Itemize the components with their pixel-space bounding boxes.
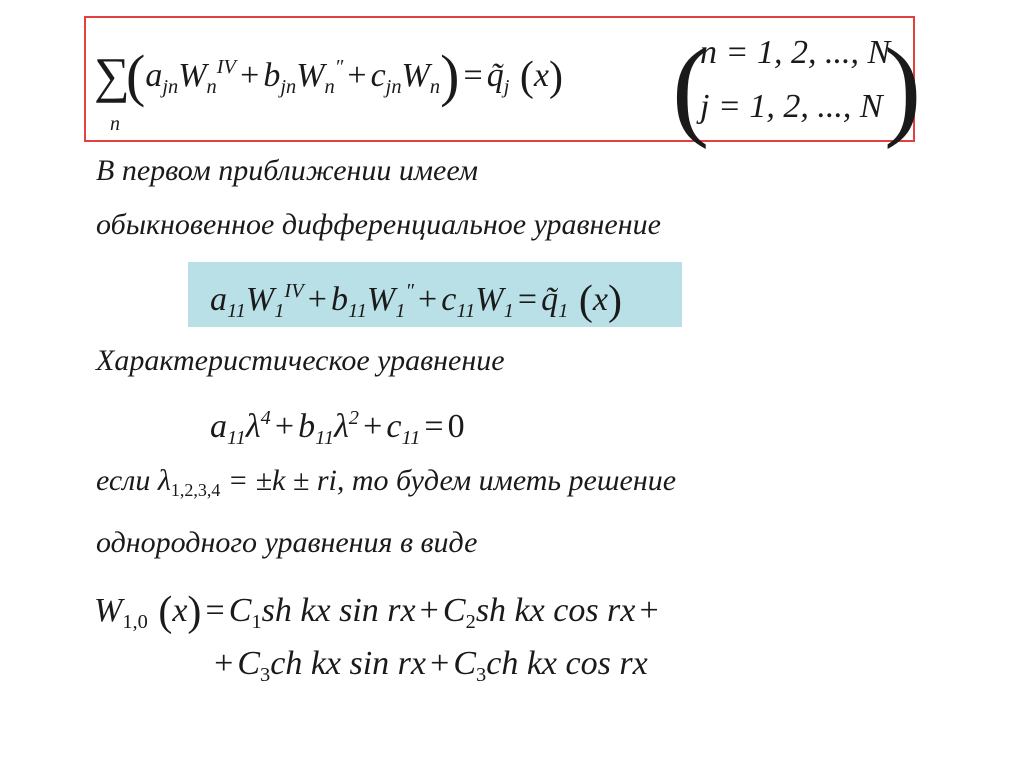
condition-j: j = 1, 2, ..., N	[700, 88, 883, 125]
text-line-1: В первом приближении имеем	[96, 154, 479, 187]
text-line-2: обыкновенное дифференциальное уравнение	[96, 208, 661, 241]
conditions-right-paren: )	[884, 26, 922, 150]
characteristic-equation: $a_{11}\lambda^4 + b_{11}\lambda^2 + c_{11} = 0$	[210, 407, 465, 449]
solution-line-2: + $C_3ch$ kx sin rx + $C_3ch$ kx cos rx	[214, 645, 648, 686]
ode-equation: $a_{11}W_1^{IV} + b_{11}W_1'' + c_{11}W_1$ = $q̃_1$ (x)	[210, 278, 622, 324]
text-line-4: если $\lambda_{1,2,3,4} = \pm k$ ± ri, то будем иметь решение	[96, 464, 677, 500]
summation-sign: ∑	[94, 47, 130, 103]
conditions-left-paren: (	[672, 26, 710, 150]
summation-index: n	[110, 113, 120, 135]
text-line-3: Характеристическое уравнение	[96, 344, 505, 377]
condition-n: n = 1, 2, ..., N	[700, 34, 891, 71]
system-equation: $(a_{jn}W_n^{IV} + b_{jn}W_n'' + c_{jn}W_n)$ = $q̃_j$ (x)	[126, 43, 564, 108]
solution-line-1: $W_{1,0}$ $(x) = C_1sh$ kx sin rx + $C_2sh$ kx cos rx +	[94, 589, 659, 635]
text-line-5: однородного уравнения в виде	[96, 526, 478, 559]
